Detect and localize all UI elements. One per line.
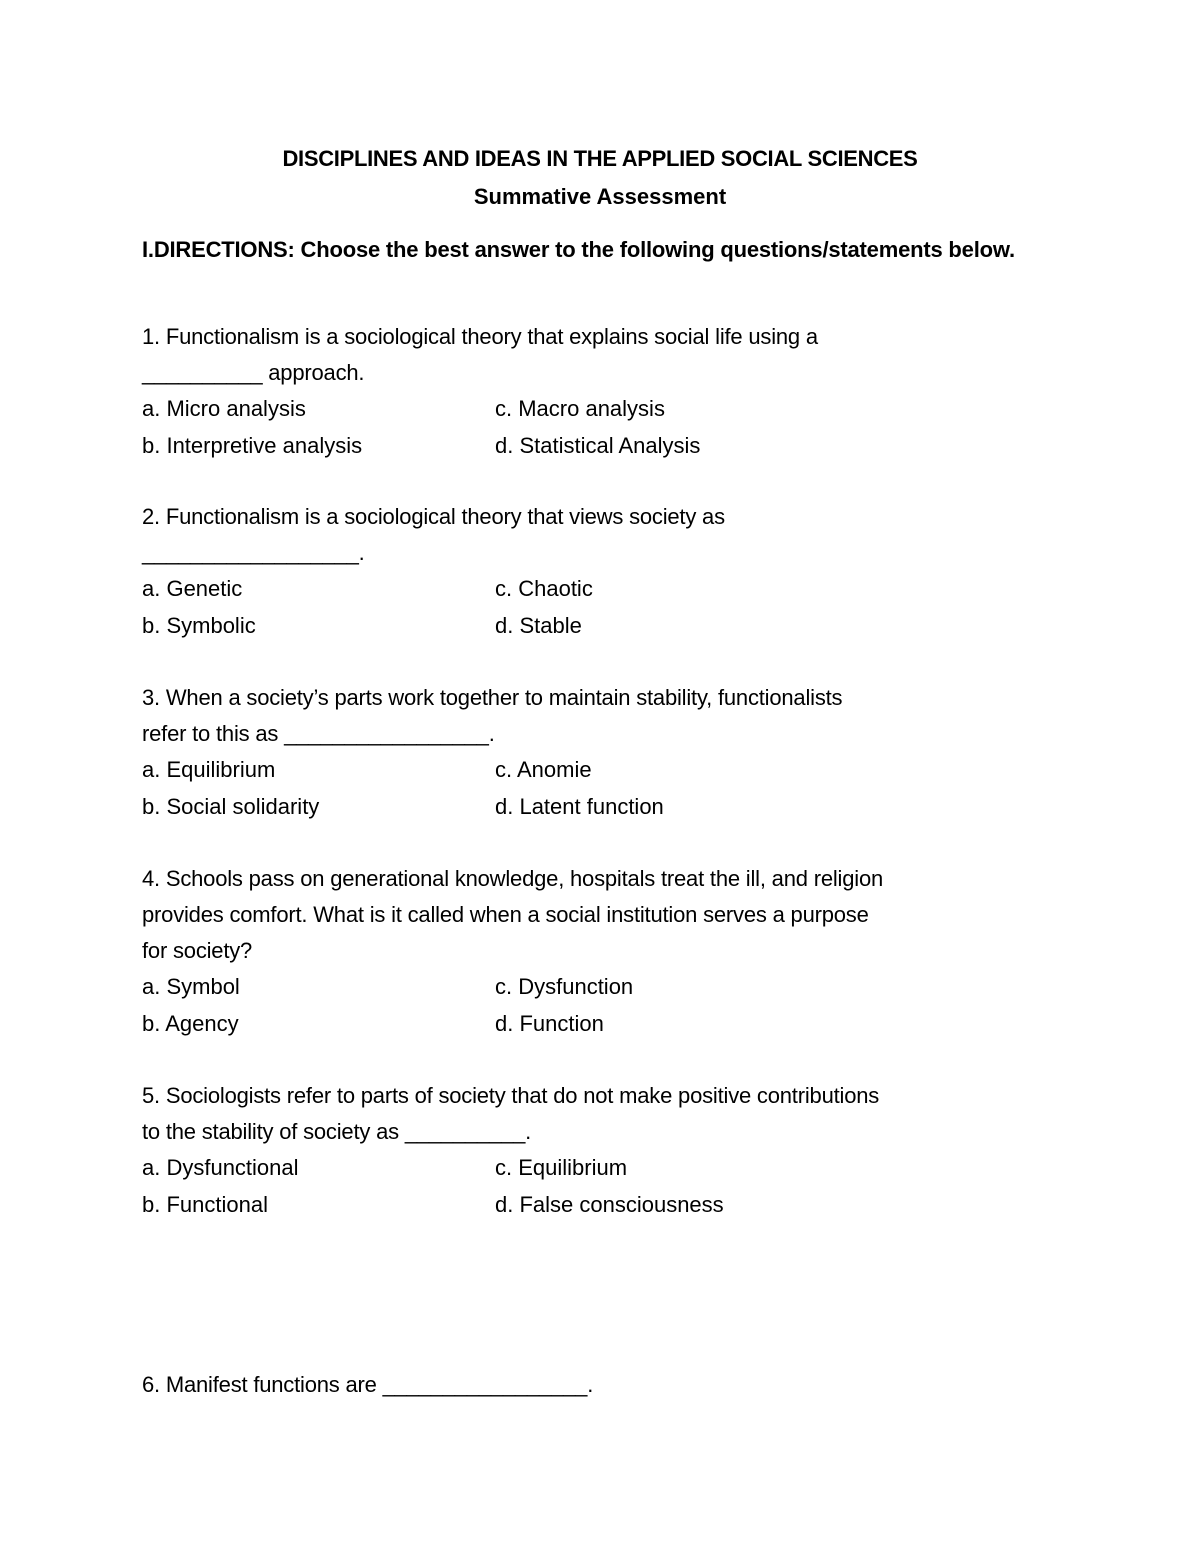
question-4-text: 4. Schools pass on generational knowledge, hospitals treat the ill, and religion provides comfort. What is it called when a social institution serves a purpose for society?: [142, 866, 884, 963]
question-2: [142, 499, 1042, 644]
question-2-choice-c: c. Chaotic: [495, 576, 593, 601]
question-1-choice-a: a. Micro analysis: [142, 396, 306, 421]
question-4-choices: [142, 969, 1042, 1042]
question-1: [142, 319, 1042, 464]
directions-text: I.DIRECTIONS: Choose the best answer to the following questions/statements below.: [142, 237, 1015, 262]
question-1-text: 1. Functionalism is a sociological theory that explains social life using a __________ approach.: [142, 324, 818, 385]
question-3-choices: [142, 752, 1042, 825]
question-1-choice-b: b. Interpretive analysis: [142, 432, 363, 458]
question-1-choices: [142, 391, 1042, 464]
question-4-choice-a: a. Symbol: [142, 974, 240, 999]
question-1-choice-c: c. Macro analysis: [495, 396, 665, 421]
question-4-choice-c: c. Dysfunction: [495, 974, 634, 999]
question-5-choices: [142, 1150, 1042, 1223]
document-title: DISCIPLINES AND IDEAS IN THE APPLIED SOCIAL SCIENCES: [282, 146, 918, 171]
question-3-text: 3. When a society’s parts work together to maintain stability, functionalists refer to this as _________________.: [142, 685, 843, 746]
question-1-choice-d: d. Statistical Analysis: [495, 432, 701, 458]
question-2-choice-d: d. Stable: [495, 612, 582, 638]
question-4: [142, 861, 1042, 1042]
question-3-choice-d: d. Latent function: [495, 793, 664, 819]
question-5-choice-b: b. Functional: [142, 1191, 268, 1217]
question-4-choice-b: b. Agency: [142, 1010, 239, 1036]
question-3-choice-c: c. Anomie: [495, 757, 592, 782]
question-5: [142, 1078, 1042, 1223]
question-5-text: 5. Sociologists refer to parts of society that do not make positive contributions to the stability of society as __________.: [142, 1083, 880, 1144]
document-subtitle: Summative Assessment: [473, 184, 727, 209]
question-3-choice-b: b. Social solidarity: [142, 793, 320, 819]
question-2-choice-a: a. Genetic: [142, 576, 243, 601]
question-5-choice-a: a. Dysfunctional: [142, 1155, 299, 1180]
question-2-choices: [142, 571, 1042, 644]
question-2-choice-b: b. Symbolic: [142, 612, 256, 638]
question-4-choice-d: d. Function: [495, 1010, 604, 1036]
question-2-text: 2. Functionalism is a sociological theory that views society as __________________.: [142, 504, 725, 565]
question-5-choice-c: c. Equilibrium: [495, 1155, 628, 1180]
question-6-text: 6. Manifest functions are _________________.: [142, 1372, 594, 1397]
question-6: [142, 1367, 1042, 1403]
question-3: [142, 680, 1042, 825]
question-3-choice-a: a. Equilibrium: [142, 757, 276, 782]
question-5-choice-d: d. False consciousness: [495, 1191, 724, 1217]
